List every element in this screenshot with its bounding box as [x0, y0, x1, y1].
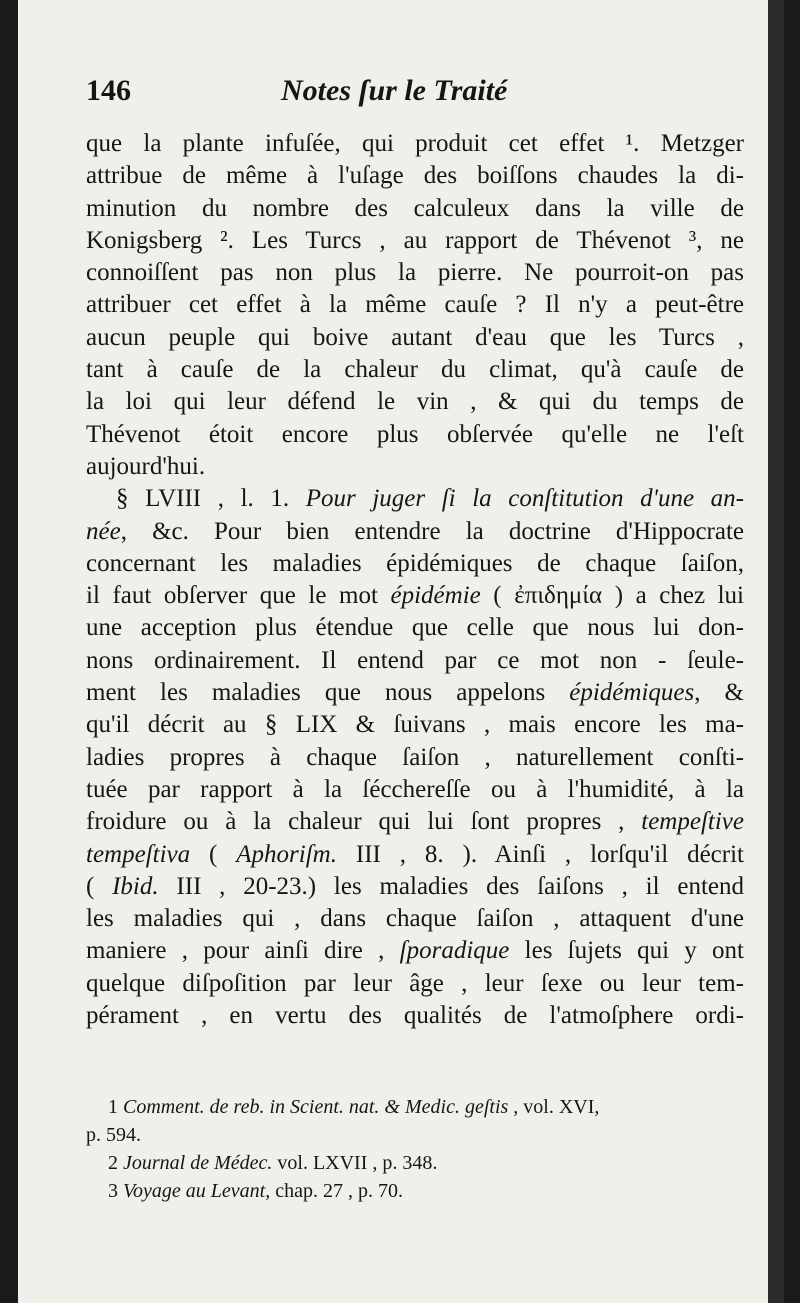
- binding-gutter: [768, 0, 784, 1303]
- page-header: [86, 74, 706, 114]
- italic-run: Pour juger ſi la conſtitution d'une an-: [305, 485, 745, 513]
- text-run: (: [190, 840, 237, 868]
- footnote-marker: 2: [108, 1152, 123, 1174]
- italic-run: Ibid.: [112, 872, 159, 900]
- italic-run: Aphoriſm.: [236, 840, 337, 868]
- text-line: [86, 839, 744, 871]
- text-line: concernant les maladies épidémiques de chaque ſaiſon,: [86, 549, 744, 577]
- text-line: [86, 806, 744, 838]
- text-line: la loi qui leur défend le vin , & qui du temps de: [86, 388, 744, 416]
- text-line: [86, 935, 744, 967]
- text-run: chap. 27 , p. 70.: [270, 1180, 403, 1202]
- text-line: qu'il décrit au § LIX & ſuivans , mais encore les ma-: [86, 711, 744, 739]
- text-line: connoiſſent pas non plus la pierre. Ne pourroit-on pas: [86, 259, 744, 287]
- body-text: [86, 128, 744, 1032]
- text-line: tant à cauſe de la chaleur du climat, qu'à cauſe de: [86, 356, 744, 384]
- text-run: les ſujets qui y ont: [509, 937, 744, 965]
- text-run: III , 8. ). Ainſi , lorſqu'il décrit: [336, 840, 744, 868]
- text-run: III , 20-23.) les maladies des ſaiſons , il entend: [158, 872, 744, 900]
- text-line: [86, 483, 744, 515]
- text-line: ladies propres à chaque ſaiſon , naturellement conſti-: [86, 743, 744, 771]
- italic-run: Voyage au Levant,: [123, 1180, 271, 1202]
- italic-run: Journal de Médec.: [123, 1152, 273, 1174]
- italic-run: née: [86, 517, 121, 545]
- footnotes: [86, 1093, 744, 1205]
- italic-run: tempeſtive: [641, 808, 744, 836]
- footnote-marker: 3: [108, 1180, 123, 1202]
- italic-run: Comment. de reb. in Scient. nat. & Medic. geſtis: [123, 1096, 509, 1118]
- page-number: 146: [86, 74, 131, 107]
- text-line: attribue de même à l'uſage des boiſſons chaudes la di-: [86, 162, 744, 190]
- text-line: tuée par rapport à la ſécchereſſe ou à l'humidité, à la: [86, 775, 744, 803]
- footnote-1-cont: p. 594.: [86, 1124, 141, 1146]
- text-line: [86, 871, 744, 903]
- text-run: § LVIII , l. 1.: [116, 485, 306, 513]
- footnote-marker: 1: [108, 1096, 123, 1118]
- text-line: pérament , en vertu des qualités de l'atmoſphere ordi-: [86, 1002, 744, 1030]
- text-line: quelque diſpoſition par leur âge , leur ſexe ou leur tem-: [86, 969, 744, 997]
- italic-run: épidémie: [390, 582, 481, 610]
- text-line: [86, 516, 744, 548]
- text-run: froidure ou à la chaleur qui lui ſont propres ,: [86, 808, 642, 836]
- text-line: attribuer cet effet à la même cauſe ? Il n'y a peut-être: [86, 291, 744, 319]
- text-line: nons ordinairement. Il entend par ce mot non - ſeule-: [86, 646, 744, 674]
- text-run: ( ἐπιδημία ) a chez lui: [480, 582, 745, 610]
- italic-run: épidémiques: [569, 679, 695, 707]
- book-page: [18, 0, 784, 1303]
- text-line: minution du nombre des calculeux dans la ville de: [86, 194, 744, 222]
- text-run: ment les maladies que nous appelons: [86, 679, 570, 707]
- text-run: vol. LXVII , p. 348.: [272, 1152, 438, 1174]
- text-line: Konigsberg ². Les Turcs , au rapport de Thévenot ³, ne: [86, 226, 744, 254]
- text-line: [86, 677, 744, 709]
- footnote-3: [86, 1177, 744, 1205]
- text-line: que la plante infuſée, qui produit cet effet ¹. Metzger: [86, 130, 744, 157]
- running-title: Notes ſur le Traité: [281, 74, 508, 107]
- footnote-2: [86, 1149, 744, 1177]
- text-line: [86, 580, 744, 612]
- text-line: Thévenot étoit encore plus obſervée qu'elle ne l'eſt: [86, 420, 744, 448]
- text-run: maniere , pour ainſi dire ,: [86, 937, 400, 965]
- text-run: , &c. Pour bien entendre la doctrine d'Hippocrate: [120, 517, 744, 545]
- text-line: aucun peuple qui boive autant d'eau que les Turcs ,: [86, 323, 744, 351]
- italic-run: ſporadique: [399, 937, 510, 965]
- text-line: les maladies qui , dans chaque ſaiſon , attaquent d'une: [86, 905, 744, 933]
- text-run: , &: [694, 679, 744, 707]
- italic-run: tempeſtiva: [86, 840, 191, 868]
- text-line: une acception plus étendue que celle que nous lui don-: [86, 614, 744, 642]
- text-run: il faut obſerver que le mot: [86, 582, 391, 610]
- text-run: (: [86, 872, 113, 900]
- footnote-1: [86, 1093, 744, 1121]
- text-line: aujourd'hui.: [86, 452, 206, 480]
- text-run: , vol. XVI,: [508, 1096, 600, 1118]
